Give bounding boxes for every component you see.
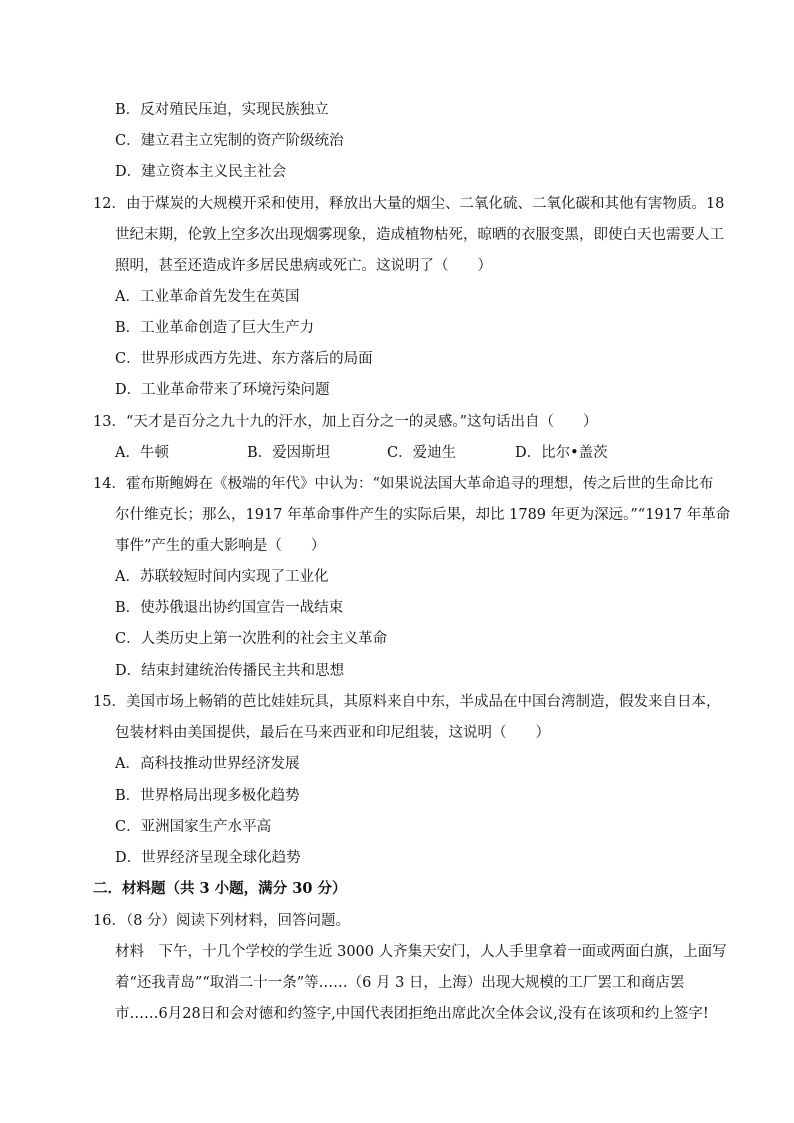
q12-option-d: D．工业革命带来了环境污染问题 xyxy=(115,382,330,398)
q12-stem-line-3: 照明，甚至还造成许多居民患病或死亡。这说明了（ ） xyxy=(115,258,492,274)
q15-option-b: B．世界格局出现多极化趋势 xyxy=(115,788,300,804)
q14-option-a: A．苏联较短时间内实现了工业化 xyxy=(115,569,329,585)
q14-stem-line-2: 尔什维克长；那么，1917 年革命事件产生的实际后果，却比 1789 年更为深远。”“1917 年革命 xyxy=(115,507,731,523)
q16-material-line-3: 市……6月28日和会对德和约签字,中国代表团拒绝出席此次全体会议,没有在该项和约上签字! xyxy=(115,1006,709,1022)
q13-option-b: B．爱因斯坦 xyxy=(247,445,331,461)
q11-option-b: B．反对殖民压迫，实现民族独立 xyxy=(115,102,329,118)
q12-stem-line-1: 12．由于煤炭的大规模开采和使用，释放出大量的烟尘、二氧化硫、二氧化碳和其他有害物质。18 xyxy=(93,196,725,212)
q11-option-d: D．建立资本主义民主社会 xyxy=(115,164,287,180)
q16-stem: 16．（8 分）阅读下列材料，回答问题。 xyxy=(93,913,351,929)
q14-stem-line-3: 事件”产生的重大影响是（ ） xyxy=(115,538,326,554)
q12-option-a: A．工业革命首先发生在英国 xyxy=(115,289,300,305)
q12-option-c: C．世界形成西方先进、东方落后的局面 xyxy=(115,351,373,367)
q16-material-line-2: 着“还我青岛”“取消二十一条”等……（6 月 3 日，上海）出现大规模的工厂罢工和商店罢 xyxy=(115,975,685,991)
q13-option-a: A．牛顿 xyxy=(115,445,169,461)
q14-option-c: C．人类历史上第一次胜利的社会主义革命 xyxy=(115,631,388,647)
q14-option-d: D．结束封建统治传播民主共和思想 xyxy=(115,663,345,679)
q13-options-row xyxy=(115,443,635,463)
q15-option-d: D．世界经济呈现全球化趋势 xyxy=(115,850,301,866)
q14-stem-line-1: 14．霍布斯鲍姆在《极端的年代》中认为：“如果说法国大革命追寻的理想，传之后世的生命比布 xyxy=(93,476,714,492)
q15-stem-line-1: 15．美国市场上畅销的芭比娃娃玩具，其原料来自中东，半成品在中国台湾制造，假发来自日本， xyxy=(93,694,721,710)
q15-option-a: A．高科技推动世界经济发展 xyxy=(115,756,300,772)
q15-stem-line-2: 包装材料由美国提供，最后在马来西亚和印尼组装，这说明（ ） xyxy=(115,725,550,741)
section-2-title: 二．材料题（共 3 小题，满分 30 分） xyxy=(93,880,347,897)
q16-material-line-1: 材料 下午，十几个学校的学生近 3000 人齐集天安门，人人手里拿着一面或两面白旗，上面写 xyxy=(115,944,727,960)
q12-stem-line-2: 世纪末期，伦敦上空多次出现烟雾现象，造成植物枯死，晾晒的衣服变黑，即使白天也需要人工 xyxy=(115,227,724,243)
q14-option-b: B．使苏俄退出协约国宣告一战结束 xyxy=(115,600,344,616)
q15-option-c: C．亚洲国家生产水平高 xyxy=(115,819,272,835)
q13-stem: 13．“天才是百分之九十九的汗水，加上百分之一的灵感。”这句话出自（ ） xyxy=(93,414,598,430)
q12-option-b: B．工业革命创造了巨大生产力 xyxy=(115,320,315,336)
q11-option-c: C．建立君主立宪制的资产阶级统治 xyxy=(115,133,344,149)
q13-option-d: D．比尔•盖茨 xyxy=(515,445,608,461)
q13-option-c: C．爱迪生 xyxy=(387,445,457,461)
